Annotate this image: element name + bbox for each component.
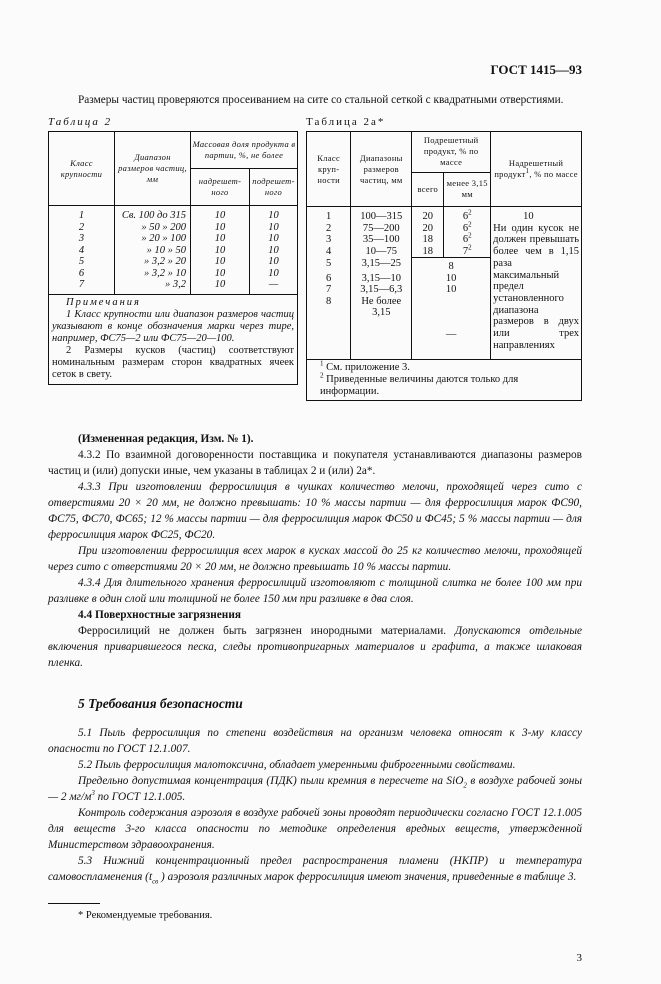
table2-cell-k: 7: [78, 279, 85, 290]
table2a-cell: 2: [326, 222, 332, 234]
table2a-cell: 5: [326, 257, 332, 269]
table2a-cell: 3,15—10: [351, 273, 412, 285]
table2-header-mass: Массовая доля продукта в партии, %, не более: [191, 132, 298, 168]
table2a-cell: 1: [326, 211, 332, 222]
heading-4-4: 4.4 Поверхностные загрязнения: [78, 608, 241, 621]
table2a-cell: 18: [412, 234, 444, 246]
page-number: 3: [576, 951, 582, 964]
table2-header-under: подрешет-ного: [250, 168, 298, 205]
table2a-header-over-tail: , % по массе: [529, 169, 578, 179]
table2-cell-k: 4: [78, 244, 85, 256]
tables-row: [48, 116, 582, 401]
paragraph-4-3-4: 4.3.4 Для длительного хранения ферросилиций изготовляют с толщиной слитка не более 100 мм при разливке в один слой или толщиной не более 150 мм при разливке в два слоя.: [48, 576, 582, 605]
table2-cell-o: 10: [214, 256, 226, 267]
table2-cell-o: 10: [214, 267, 226, 279]
table2-col-range: [115, 206, 191, 294]
table2a-header-class: Класс круп-ности: [307, 132, 351, 207]
value: 6: [462, 222, 469, 234]
table2a-row: [307, 207, 581, 223]
over-value: 10: [523, 211, 534, 222]
table2: [48, 131, 298, 385]
table2a-cell: 20: [412, 223, 444, 235]
table2-cell-o: 10: [214, 279, 226, 290]
table2a-cell: 3: [326, 234, 332, 245]
footnote-ref: 2: [468, 231, 472, 240]
document-id: ГОСТ 1415—93: [490, 62, 582, 77]
subscript: св: [152, 876, 159, 885]
text: 5.3 Нижний концентрационный предел распространения пламени (НКПР) и температура самовоспламенения (t: [48, 854, 582, 883]
table2-col-over: [191, 206, 250, 294]
paragraph-4-3-2: 4.3.2 По взаимной договоренности поставщика и покупателя устанавливаются диапазоны размеров частиц и (или) допуски иные, чем указаны в таблицах 2 и (или) 2а*.: [48, 448, 582, 477]
footnote-ref: 1: [525, 167, 530, 176]
table2a-header-less: менее 3,15 мм: [444, 172, 491, 206]
text: в воздухе рабочей зоны — 2 мг/м: [48, 774, 583, 803]
text: Предельно допустимая концентрация (ПДК) пыли кремния в пересчете на SiO: [78, 774, 464, 787]
paragraph-5-1: 5.1 Пыль ферросилиция по степени воздействия на организм человека относят к 3-му классу опасности по ГОСТ 12.1.007.: [48, 726, 582, 755]
table2-cell-u: 10: [268, 233, 279, 244]
table2-cell-u: 10: [268, 221, 279, 233]
paragraph-5-2-c: Контроль содержания аэрозоля в воздухе рабочей зоны проводят периодически согласно ГОСТ 12.1.005 для веществ 3-го класса опасности по методике определения вредных веществ, утвержденной Министерством здравоохранения.: [48, 806, 582, 851]
table2a-header-over-text: Надрешетный продукт: [494, 158, 564, 179]
body-text: [48, 431, 582, 885]
table2a-cell: —: [412, 296, 491, 359]
text: ) аэрозоля различных марок ферросилиция имеют значения, приведенные в таблице 3.: [158, 870, 577, 883]
table2-cell-k: 2: [78, 221, 85, 233]
table2a-block: [306, 116, 582, 401]
footnote-mark: 2: [320, 371, 324, 379]
footnote-ref: 2: [468, 220, 472, 228]
table2-col-under: [250, 206, 298, 294]
table2a-cell: 35—100: [351, 234, 412, 246]
paragraph-4-3-3-b: При изготовлении ферросилиция всех марок в кусках массой до 25 кг количество мелочи, проходящей через сито с отверстиями 20 × 20 мм, не должно превышать 10 % массы партии.: [48, 544, 582, 573]
text: по ГОСТ 12.1.005.: [94, 790, 186, 803]
footnote-ref: 2: [468, 243, 472, 251]
table2a-cell: 6: [326, 272, 332, 284]
table2a-cell: 10—75: [351, 246, 412, 258]
table2a-cell: 3,15—6,3: [351, 284, 412, 296]
table2-caption: Таблица 2: [48, 116, 113, 128]
table2a-cell: 8: [326, 295, 332, 307]
table2a-cell: [444, 243, 491, 258]
table2-cell-r: » 3,2 » 10: [144, 267, 186, 279]
superscript: 3: [91, 788, 95, 797]
table2-cell-u: 10: [268, 256, 279, 267]
table2a-footnote-1: См. приложение 3.: [326, 361, 410, 373]
table2-header-over: надрешет-ного: [191, 168, 250, 205]
table2a-footnote-2: Приведенные величины даются только для информации.: [320, 373, 519, 397]
paragraph-5-2-b: [48, 773, 582, 805]
table2a-cell: 8: [412, 258, 491, 273]
table2a-header-over: [491, 132, 581, 207]
table2a-header-under: Подрешетный продукт, % по массе: [412, 132, 491, 172]
table2-cell-o: 10: [214, 221, 226, 233]
table2a-cell: 75—200: [351, 223, 412, 235]
table2-cell-k: 3: [78, 233, 85, 244]
table2-cell-o: 10: [214, 233, 226, 244]
table2a-cell: 3,15—25: [351, 258, 412, 273]
table2-col-class: [49, 206, 115, 294]
footnote-ref: 2: [468, 208, 472, 217]
table2-cell-u: 10: [268, 244, 279, 256]
table2a-caption: Таблица 2а*: [306, 116, 386, 128]
section-5-heading: 5 Требования безопасности: [78, 695, 243, 711]
table2-header-class: Класс крупности: [49, 132, 115, 206]
table2-notes-title: Примечания: [66, 296, 141, 308]
paragraph-5-2: 5.2 Пыль ферросилиция малотоксична, обладает умеренными фиброгенными свойствами.: [78, 758, 516, 771]
table2a-header-total: всего: [412, 172, 444, 206]
table2-cell-u: 10: [268, 210, 279, 221]
footnote-divider: [48, 903, 100, 904]
table2-cell-u: 10: [268, 267, 279, 279]
footnote-mark: 1: [320, 359, 324, 367]
table2-cell-o: 10: [214, 244, 226, 256]
table2-cell-r: » 50 » 200: [141, 221, 186, 233]
paragraph-5-3: [48, 853, 582, 885]
over-text: Ни один кусок не должен превышать более чем в 1,15 раза максимальный предел установленного диапазона размеров в двух или трех направлениях: [493, 222, 579, 351]
table2-cell-o: 10: [214, 210, 226, 221]
paragraph-4-4-normal: Ферросилиций не должен быть загрязнен инородными материалами.: [78, 624, 447, 637]
table2a-cell: [491, 207, 581, 359]
intro-paragraph: Размеры частиц проверяются просеиванием на сите со стальной сеткой с квадратными отверстиями.: [78, 94, 564, 106]
table2-notes: [49, 294, 297, 384]
table2a-cell: 20: [412, 207, 444, 223]
subscript: 2: [463, 780, 467, 789]
table2a-header-range: Диапазоны размеров частиц, мм: [351, 132, 412, 207]
table2a-cell: 100—315: [351, 207, 412, 223]
table2-header-range: Диапазон размеров частиц, мм: [115, 132, 191, 206]
table2a-cell: 10: [412, 273, 491, 285]
table2-cell-r: Св. 100 до 315: [121, 210, 186, 221]
paragraph-4-4: [48, 623, 582, 671]
table2a-cell: 10: [412, 284, 491, 296]
table2a-cell: 7: [326, 284, 332, 295]
table2-block: [48, 116, 298, 385]
table2-cell-r: » 3,2 » 20: [144, 256, 186, 267]
paragraph-4-4-italic: Допускаются отдельные включения приварившегося песка, следы противопригарных материалов и графита, а также шлаковая пленка.: [48, 624, 582, 669]
table2a-cell: 4: [326, 245, 332, 257]
table2-note-2: 2 Размеры кусков (частиц) соответствуют номинальным размерам сторон квадратных ячеек сеток в свету.: [52, 344, 294, 380]
paragraph-4-3-3: 4.3.3 При изготовлении ферросилиция в чушках количество мелочи, проходящей через сито с отверстиями 20 × 20 мм, не должно превышать: 10 % массы партии — для ферросилиция марок ФС90, ФС75, ФС70, ФС65; 12 % массы партии — для ферросилиция марок ФС50 и ФС45; 5 % массы партии — для ферросилиция марок ФС25, ФС20.: [48, 480, 582, 541]
table2-cell-k: 5: [78, 256, 85, 267]
value: 6: [462, 234, 469, 245]
table2a-cell: Не более 3,15: [351, 296, 412, 359]
value: 6: [462, 211, 469, 222]
footnote: * Рекомендуемые требования.: [78, 909, 213, 921]
table2-cell-k: 6: [78, 267, 85, 279]
table2-cell-r: » 20 » 100: [141, 233, 186, 244]
value: 7: [462, 245, 469, 257]
table2a-cell: 18: [412, 246, 444, 258]
table2-cell-r: » 3,2: [165, 279, 186, 290]
table2-note-1: 1 Класс крупности или диапазон размеров частиц указывают в конце обозначения марки через тире, например, ФС75—2 или ФС75—20—100.: [52, 308, 294, 344]
table2-cell-k: 1: [78, 210, 85, 221]
table2-cell-r: » 10 » 50: [146, 244, 186, 256]
table2-cell-u: —: [268, 279, 279, 290]
table2a-footnotes: [307, 359, 581, 400]
amendment-note: (Измененная редакция, Изм. № 1).: [78, 432, 254, 445]
table2a: [306, 131, 582, 401]
